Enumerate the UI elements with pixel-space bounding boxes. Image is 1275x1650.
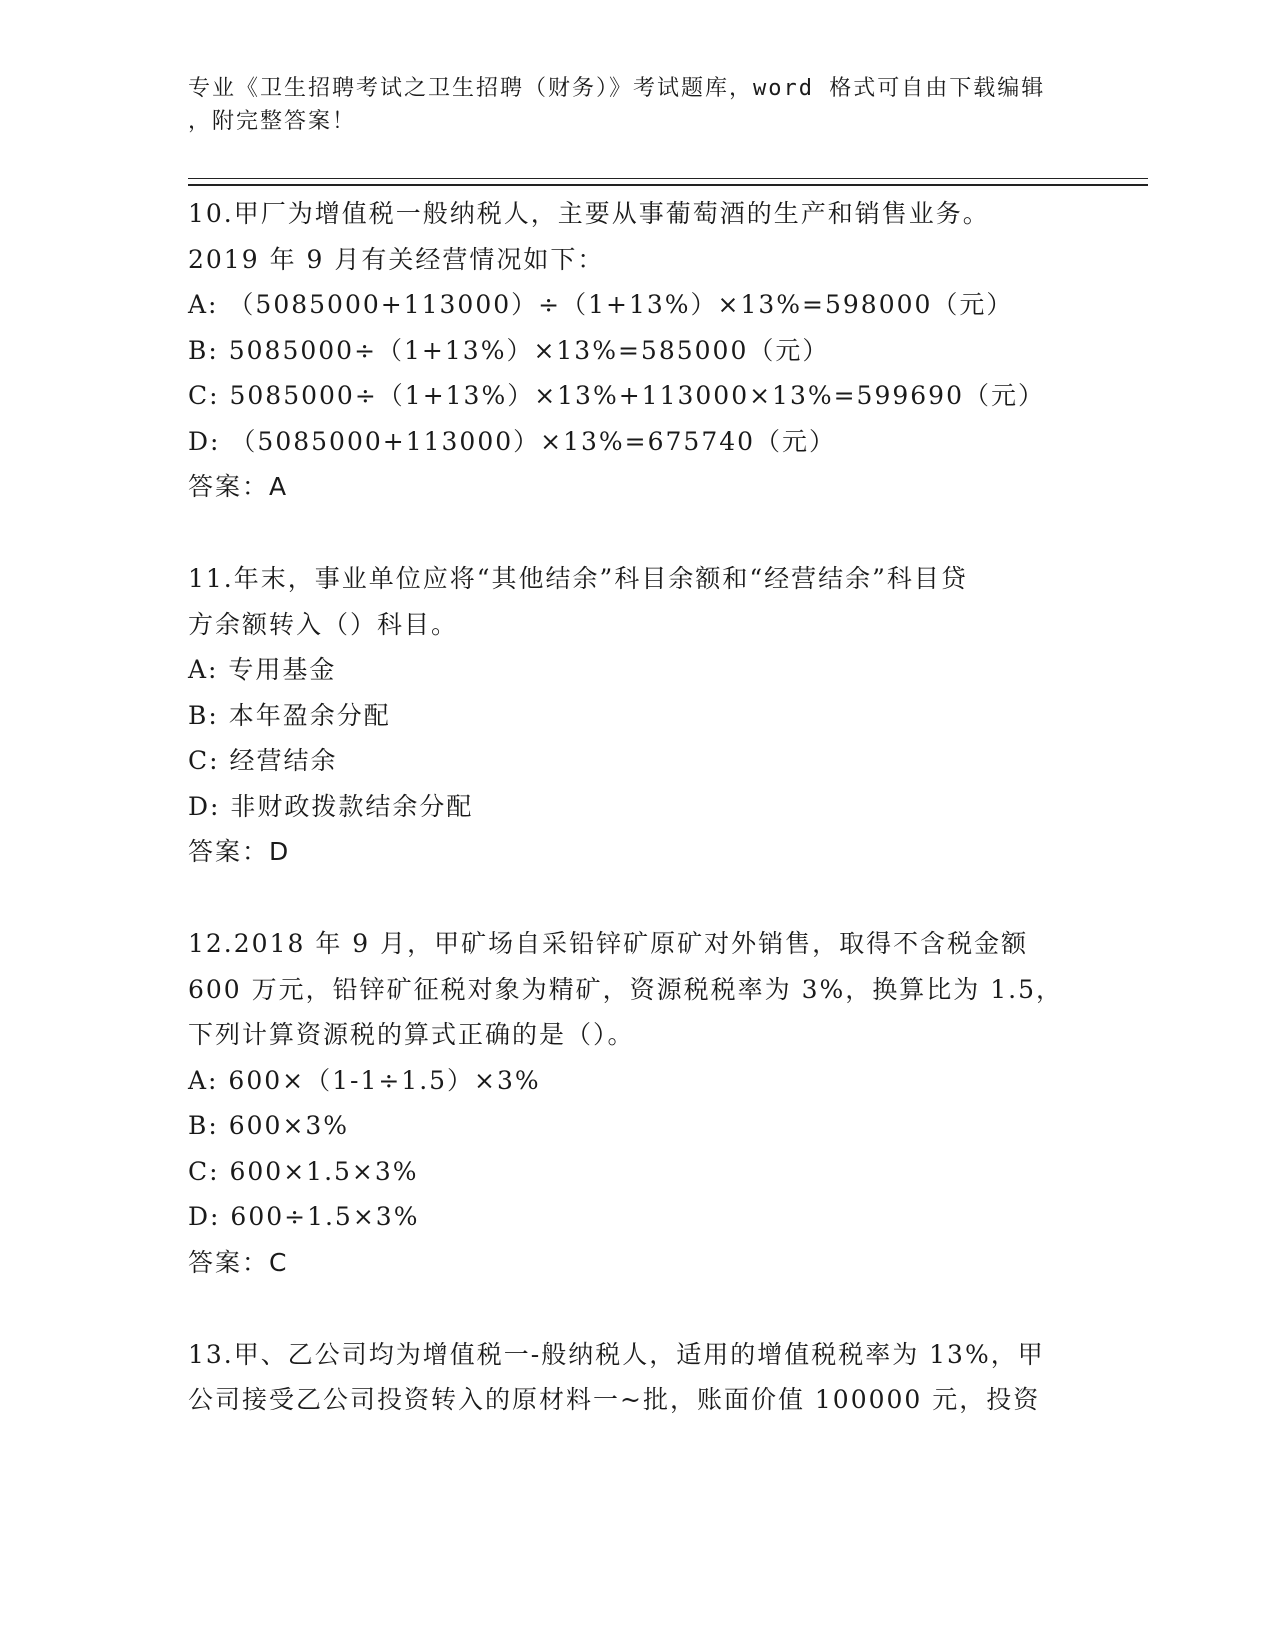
answer: 答案：D [188, 837, 291, 866]
question-13 [188, 1332, 1108, 1423]
question-list [188, 191, 1108, 1469]
question-11 [188, 556, 1108, 875]
option-b: B: 5085000÷（1+13%）×13%=585000（元） [188, 335, 830, 365]
option-c: C: 600×1.5×3% [188, 1156, 419, 1186]
option-c: C: 经营结余 [188, 746, 338, 775]
option-d: D: 600÷1.5×3% [188, 1202, 420, 1231]
header-line-1: 专业《卫生招聘考试之卫生招聘（财务）》考试题库，word 格式可自由下载编辑 [188, 76, 1046, 101]
question-12 [188, 921, 1108, 1286]
header-divider-thick [188, 184, 1148, 186]
question-stem: 12.2018 年 9 月，甲矿场自采铅锌矿原矿对外销售，取得不含税金额 [188, 929, 1029, 958]
answer: 答案：C [188, 1247, 289, 1277]
question-stem: 2019 年 9 月有关经营情况如下： [188, 244, 605, 274]
question-stem: 公司接受乙公司投资转入的原材料一~批，账面价值 100000 元，投资 [188, 1385, 1041, 1414]
option-a: A: 专用基金 [188, 655, 337, 684]
document-header [188, 72, 1088, 138]
question-stem: 11.年末，事业单位应将“其他结余”科目余额和“经营结余”科目贷 [188, 564, 968, 593]
question-stem: 13.甲、乙公司均为增值税一-般纳税人，适用的增值税税率为 13%，甲 [188, 1339, 1045, 1369]
question-stem: 600 万元，铅锌矿征税对象为精矿，资源税税率为 3%，换算比为 1.5， [188, 974, 1063, 1004]
header-line-2: ，附完整答案！ [188, 109, 357, 134]
option-d: D: （5085000+113000）×13%=675740（元） [188, 426, 837, 456]
question-10 [188, 191, 1108, 510]
option-a: A: （5085000+113000）÷（1+13%）×13%=598000（元） [188, 290, 1014, 319]
option-b: B: 600×3% [188, 1111, 350, 1140]
answer: 答案：A [188, 472, 289, 501]
question-stem: 方余额转入（）科目。 [188, 609, 459, 639]
option-d: D: 非财政拨款结余分配 [188, 791, 474, 821]
question-stem: 下列计算资源税的算式正确的是（）。 [188, 1020, 635, 1049]
header-divider-thin [188, 178, 1148, 179]
question-stem: 10.甲厂为增值税一般纳税人，主要从事葡萄酒的生产和销售业务。 [188, 199, 990, 228]
option-b: B: 本年盈余分配 [188, 700, 391, 730]
option-c: C: 5085000÷（1+13%）×13%+113000×13%=599690（元） [188, 381, 1045, 410]
option-a: A: 600×（1-1÷1.5）×3% [188, 1065, 541, 1095]
